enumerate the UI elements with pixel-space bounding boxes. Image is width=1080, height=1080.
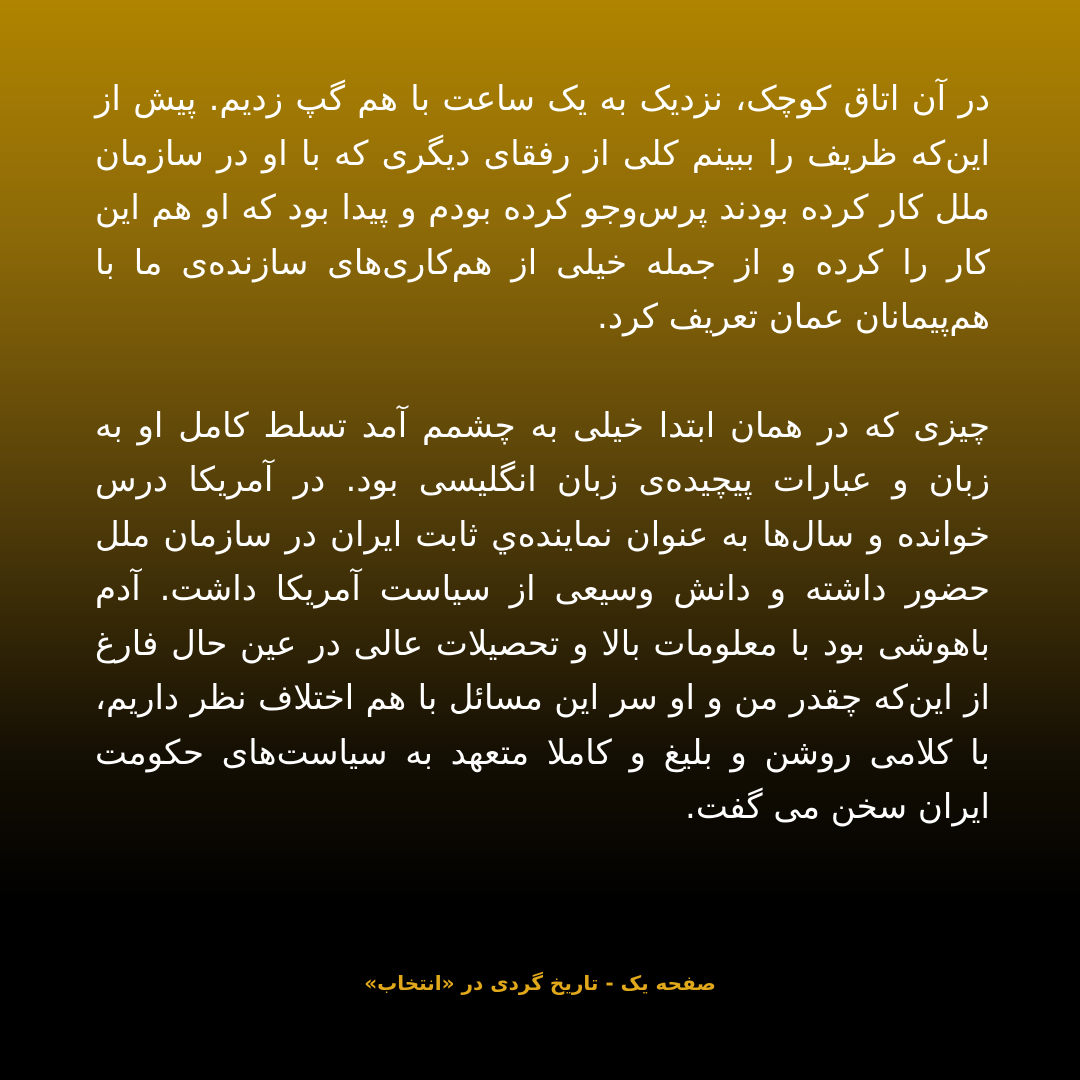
paragraph-1: در آن اتاق کوچک، نزدیک به یک ساعت با هم گپ زدیم. پیش از این‌که ظریف را ببینم کلی از رفقای دیگری که با او در سازمان ملل کار کرده بودند پرس‌وجو کرده بودم و پیدا بود که او هم این کار را کرده و از جمله خیلی از هم‌کاری‌های سازنده‌ی ما با هم‌پیمانان عمان تعریف کرد.	[95, 79, 990, 337]
article-body	[95, 72, 990, 835]
footer-caption: صفحه یک - تاریخ گردی در «انتخاب»	[364, 971, 716, 995]
paragraph-2: چیزی که در همان ابتدا خیلی به چشمم آمد تسلط کامل او به زبان و عبارات پیچیده‌ی زبان انگلیسی بود. در آمریکا درس خوانده و سال‌ها به عنوان نماینده‌ي ثابت ایران در سازمان ملل حضور داشته و دانش وسیعی از سیاست آمریکا داشت. آدم باهوشی بود با معلومات بالا و تحصیلات عالی در عین حال فارغ از این‌که چقدر من و او سر این مسائل با هم اختلاف نظر داریم، با کلامی روشن و بلیغ و کاملا متعهد به سیاست‌های حکومت ایران سخن می گفت.	[95, 405, 990, 827]
